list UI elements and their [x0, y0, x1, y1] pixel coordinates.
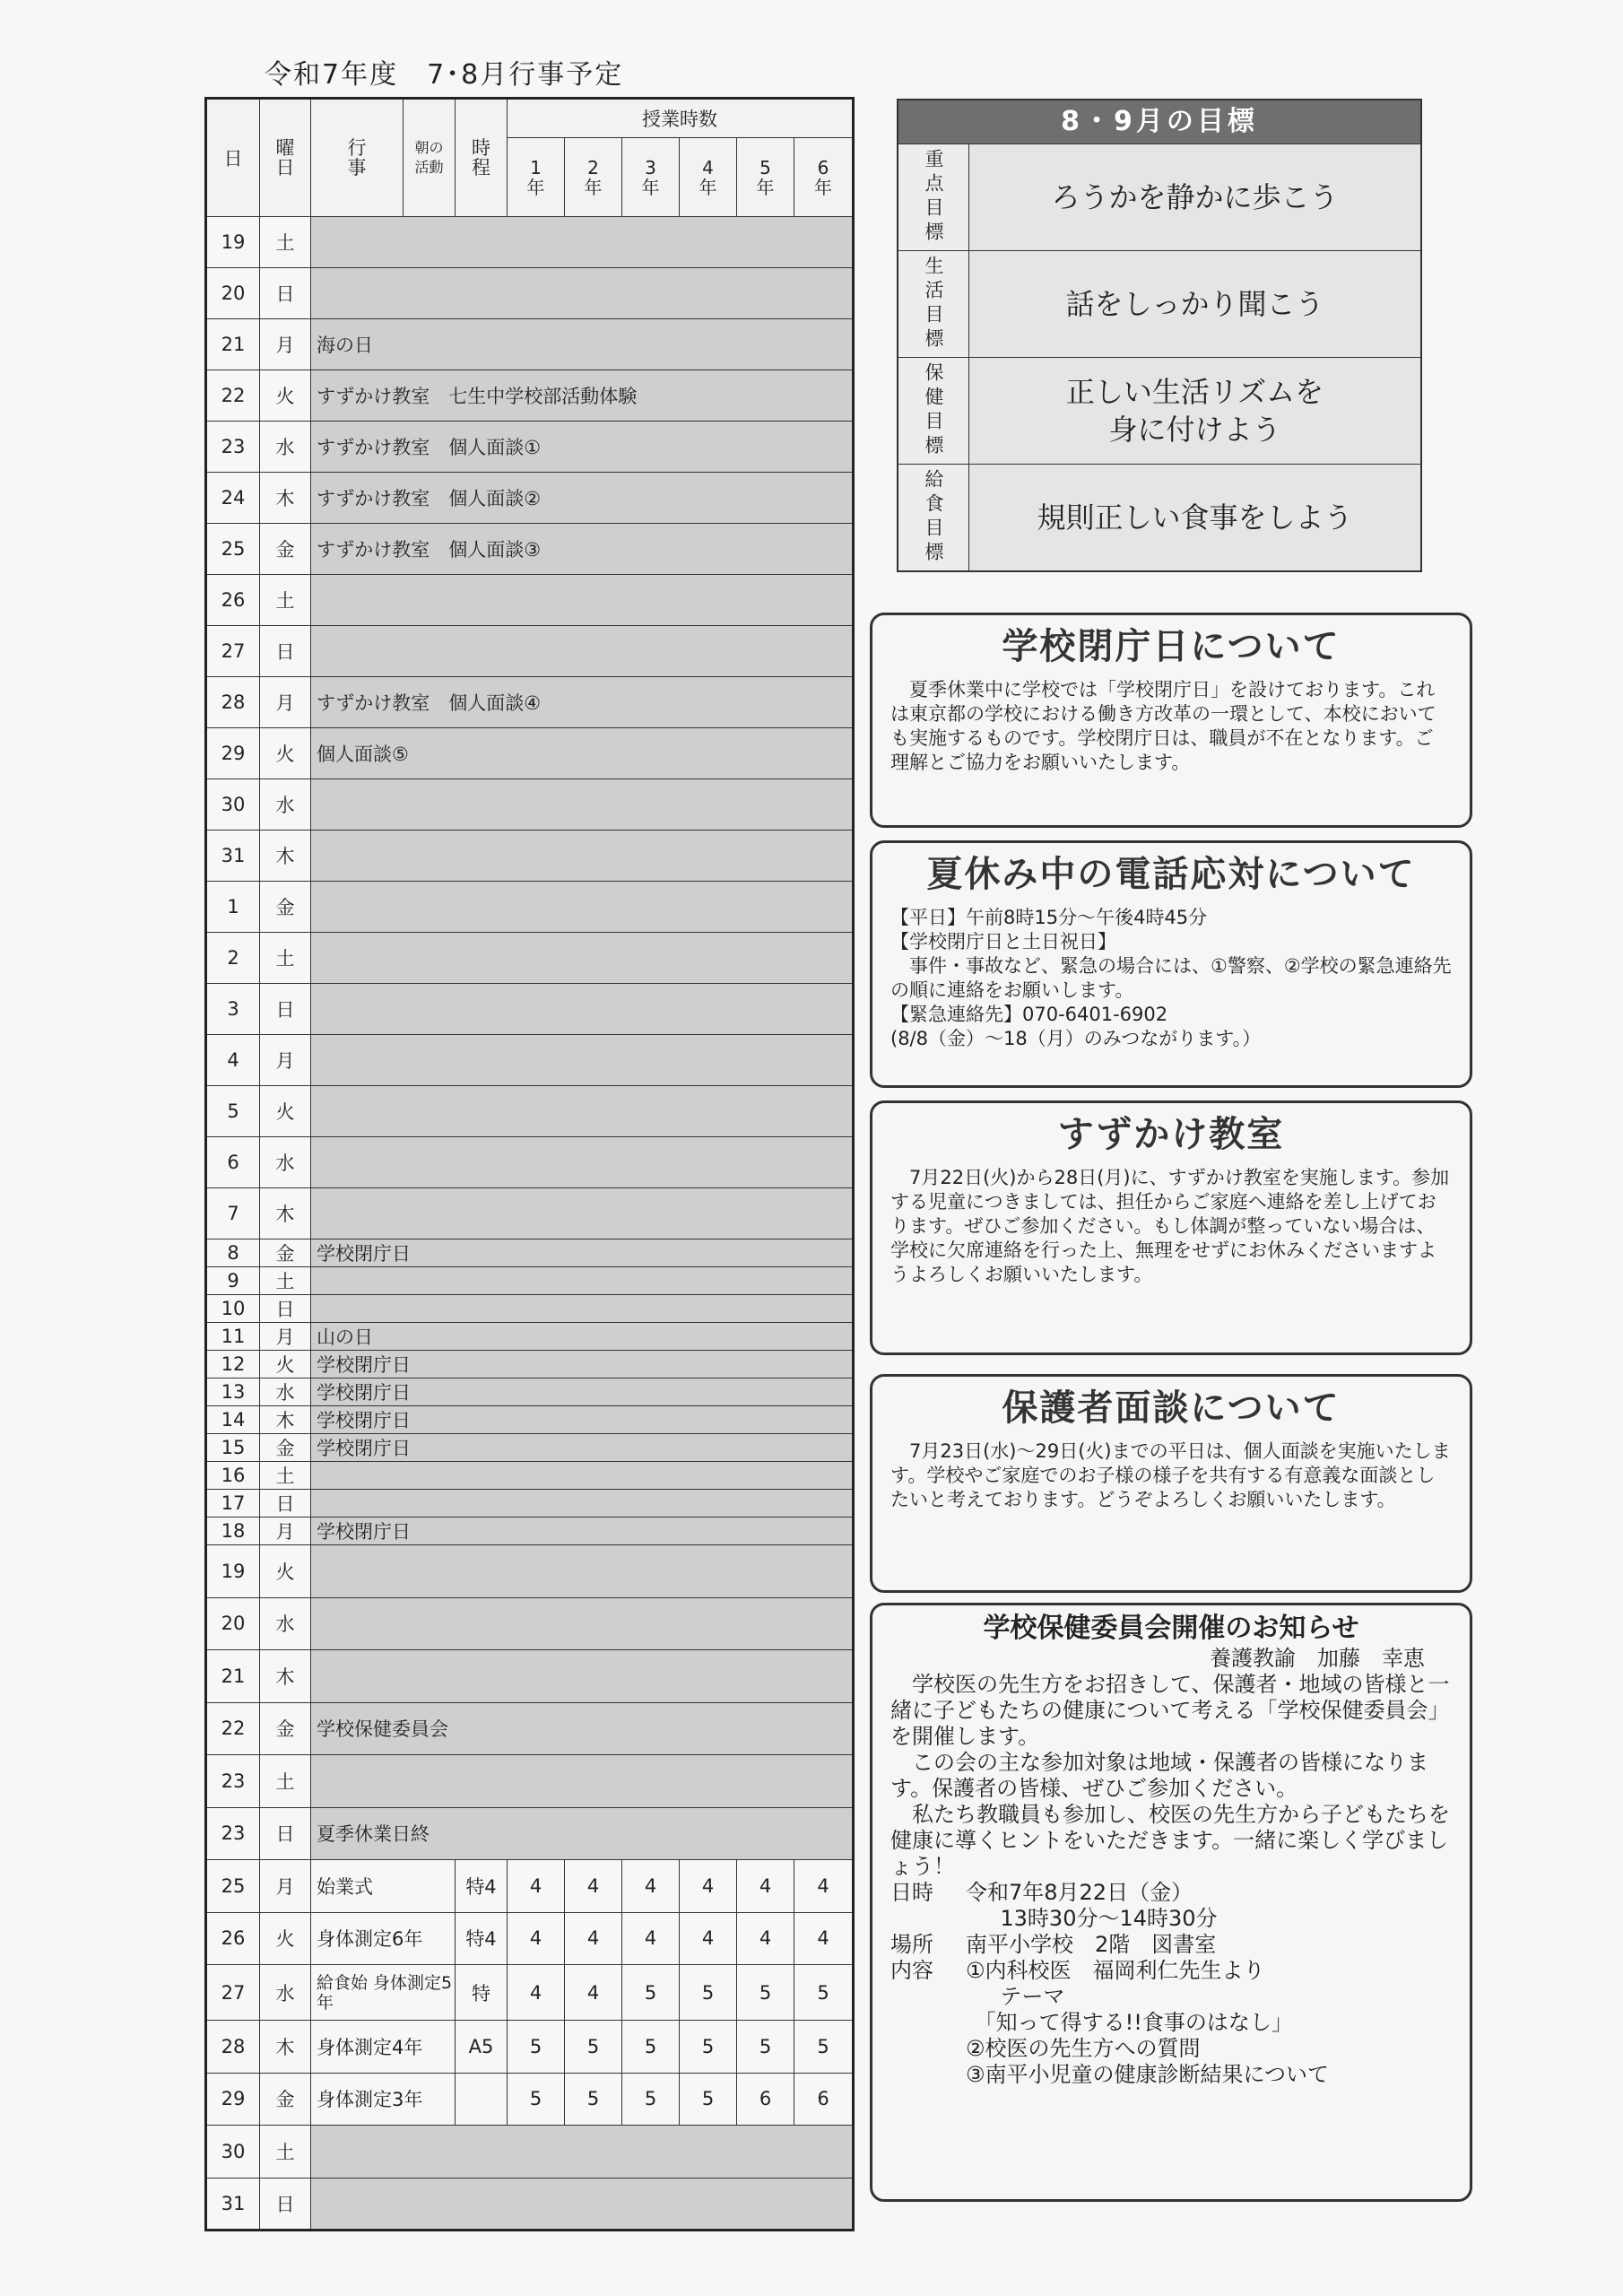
cell-day: 22 [206, 1702, 260, 1755]
cell-event [311, 1188, 854, 1239]
goal-label: 生活目標 [898, 251, 969, 357]
cell-day: 19 [206, 1545, 260, 1598]
health-date [890, 1880, 1452, 1932]
header-grade-text: 1年 [526, 156, 545, 198]
cell-event: 海の日 [311, 319, 854, 370]
health-content-item: ③南平小児童の健康診断結果について [966, 2062, 1330, 2087]
cell-event [311, 217, 854, 268]
cell-hours: 4 [565, 1912, 622, 1965]
cell-day: 5 [206, 1086, 260, 1137]
cell-day: 26 [206, 575, 260, 626]
cell-day: 24 [206, 473, 260, 524]
header-grade [508, 138, 565, 217]
cell-weekday: 日 [260, 1295, 311, 1323]
cell-day: 20 [206, 1597, 260, 1650]
cell-event: 身体測定6年 [311, 1912, 456, 1965]
table-row [206, 2126, 854, 2179]
health-content [890, 1958, 1452, 2088]
cell-hours: 5 [508, 2021, 565, 2074]
cell-weekday: 月 [260, 1323, 311, 1351]
phone-emergency-number: 【緊急連絡先】070-6401-6902 [890, 1004, 1168, 1025]
header-grade-text: 4年 [699, 156, 717, 198]
table-row [206, 1406, 854, 1434]
cell-hours: 4 [794, 1912, 854, 1965]
header-grade [680, 138, 737, 217]
cell-day: 25 [206, 1860, 260, 1913]
cell-day: 9 [206, 1267, 260, 1295]
cell-day: 18 [206, 1518, 260, 1545]
cell-weekday: 金 [260, 1702, 311, 1755]
cell-weekday: 水 [260, 1378, 311, 1406]
table-row [206, 1137, 854, 1188]
health-place [890, 1932, 1452, 1958]
interview-body: 7月23日(水)～29日(火)までの平日は、個人面談を実施いたします。学校やご家庭でのお子様の様子を共有する有意義な面談としたいと考えております。どうぞよろしくお願いいたします。 [890, 1440, 1451, 1510]
table-row [206, 422, 854, 473]
cell-weekday: 日 [260, 268, 311, 319]
table-row [206, 1295, 854, 1323]
cell-hours: 5 [737, 1965, 794, 2021]
goal-text: ろうかを静かに歩こう [969, 144, 1420, 250]
header-grade [737, 138, 794, 217]
cell-weekday: 土 [260, 2126, 311, 2179]
header-grade [565, 138, 622, 217]
cell-event [311, 626, 854, 677]
cell-event: 学校閉庁日 [311, 1518, 854, 1545]
schedule-table [204, 97, 855, 2231]
cell-hours: 5 [565, 2021, 622, 2074]
table-row [206, 728, 854, 779]
table-row [206, 933, 854, 984]
cell-day: 31 [206, 831, 260, 882]
health-title: 学校保健委員会開催のお知らせ [983, 1613, 1359, 1644]
cell-day: 6 [206, 1137, 260, 1188]
header-schedule-text: 時程 [472, 137, 490, 178]
cell-weekday: 水 [260, 1597, 311, 1650]
header-event [311, 99, 404, 217]
cell-hours: 4 [508, 1860, 565, 1913]
cell-hours: 4 [737, 1860, 794, 1913]
cell-hours: 5 [794, 2021, 854, 2074]
goal-label: 給食目標 [898, 465, 969, 570]
cell-day: 13 [206, 1378, 260, 1406]
table-row [206, 1755, 854, 1808]
cell-event: 個人面談⑤ [311, 728, 854, 779]
health-author: 養護教諭 加藤 幸恵 [1210, 1646, 1425, 1671]
closure-title: 学校閉庁日について [1002, 626, 1341, 667]
header-grade [622, 138, 680, 217]
cell-weekday: 木 [260, 1188, 311, 1239]
header-schedule [456, 99, 508, 217]
cell-day: 21 [206, 319, 260, 370]
cell-hours: 5 [737, 2021, 794, 2074]
table-row [206, 2021, 854, 2074]
cell-event [311, 1137, 854, 1188]
table-row [206, 1323, 854, 1351]
cell-day: 17 [206, 1490, 260, 1518]
cell-day: 23 [206, 1807, 260, 1860]
table-row [206, 1912, 854, 1965]
cell-event [311, 1086, 854, 1137]
cell-schedule: 特4 [456, 1912, 508, 1965]
cell-hours: 4 [508, 1965, 565, 2021]
cell-hours: 5 [680, 2021, 737, 2074]
cell-event [311, 882, 854, 933]
cell-schedule [456, 2073, 508, 2126]
cell-event [311, 1545, 854, 1598]
cell-weekday: 水 [260, 422, 311, 473]
cell-weekday: 土 [260, 575, 311, 626]
interview-notice [870, 1374, 1472, 1593]
cell-weekday: 日 [260, 1490, 311, 1518]
header-grade-text: 5年 [756, 156, 775, 198]
cell-day: 14 [206, 1406, 260, 1434]
header-weekday [260, 99, 311, 217]
header-grade-text: 3年 [641, 156, 660, 198]
table-row [206, 1807, 854, 1860]
health-date-value: 令和7年8月22日（金） [966, 1880, 1193, 1905]
page-title: 令和7年度 7･8月行事予定 [265, 59, 624, 91]
cell-day: 25 [206, 524, 260, 575]
cell-hours: 4 [737, 1912, 794, 1965]
cell-weekday: 土 [260, 933, 311, 984]
cell-event [311, 2126, 854, 2179]
health-committee-notice [870, 1603, 1472, 2202]
cell-weekday: 金 [260, 882, 311, 933]
cell-weekday: 日 [260, 2178, 311, 2231]
cell-hours: 6 [737, 2073, 794, 2126]
cell-weekday: 月 [260, 677, 311, 728]
cell-event: 学校閉庁日 [311, 1239, 854, 1267]
health-place-label: 場所 [890, 1932, 933, 1957]
health-content-item: ①内科校医 福岡利仁先生より [966, 1958, 1265, 1983]
table-row [206, 1518, 854, 1545]
table-row [206, 1267, 854, 1295]
header-morning [404, 99, 456, 217]
cell-weekday: 土 [260, 1755, 311, 1808]
goal-label: 保健目標 [898, 358, 969, 464]
cell-event [311, 984, 854, 1035]
cell-day: 21 [206, 1650, 260, 1703]
phone-holiday: 【学校閉庁日と土日祝日】 [890, 931, 1116, 952]
health-paragraph: 学校医の先生方をお招きして、保護者・地域の皆様と一緒に子どもたちの健康について考える「学校保健委員会」を開催します。 [890, 1672, 1450, 1749]
table-row [206, 217, 854, 268]
table-row [206, 831, 854, 882]
cell-day: 30 [206, 779, 260, 831]
health-content-label: 内容 [890, 1958, 933, 1983]
cell-day: 2 [206, 933, 260, 984]
goal-row-priority [898, 144, 1420, 250]
table-row [206, 370, 854, 422]
health-content-item: ②校医の先生方への質問 [966, 2036, 1201, 2061]
header-lessons: 授業時数 [508, 99, 854, 138]
cell-event: すずかけ教室 個人面談④ [311, 677, 854, 728]
cell-event: 学校閉庁日 [311, 1406, 854, 1434]
cell-day: 3 [206, 984, 260, 1035]
cell-day: 30 [206, 2126, 260, 2179]
cell-event: 学校閉庁日 [311, 1351, 854, 1378]
cell-weekday: 火 [260, 728, 311, 779]
cell-day: 11 [206, 1323, 260, 1351]
health-paragraph: 私たち教職員も参加し、校医の先生方から子どもたちを健康に導くヒントをいただきます。一緒に楽しく学びましょう！ [890, 1802, 1450, 1879]
cell-schedule: 特4 [456, 1860, 508, 1913]
suzukake-body: 7月22日(火)から28日(月)に、すずかけ教室を実施します。参加する児童につきましては、担任からご家庭へ連絡を差し上げております。ぜひご参加ください。もし体調が整っていない場合は、学校に欠席連絡を行った上、無理をせずにお休みくださいますようよろしくお願いいたします。 [890, 1167, 1450, 1285]
table-row [206, 575, 854, 626]
cell-day: 12 [206, 1351, 260, 1378]
phone-notice [870, 840, 1472, 1088]
header-morning-text: 朝の活動 [414, 139, 444, 176]
cell-hours: 5 [508, 2073, 565, 2126]
table-row [206, 1086, 854, 1137]
table-row [206, 1545, 854, 1598]
header-grade-text: 6年 [814, 156, 833, 198]
cell-weekday: 月 [260, 1035, 311, 1086]
table-row [206, 2073, 854, 2126]
table-row [206, 1860, 854, 1913]
table-row [206, 677, 854, 728]
header-weekday-text: 曜日 [275, 137, 295, 178]
cell-weekday: 日 [260, 984, 311, 1035]
cell-event: 学校閉庁日 [311, 1434, 854, 1462]
cell-hours: 5 [680, 2073, 737, 2126]
cell-event [311, 575, 854, 626]
header-day: 日 [206, 99, 260, 217]
cell-event: すずかけ教室 個人面談② [311, 473, 854, 524]
cell-event [311, 933, 854, 984]
health-date-label: 日時 [890, 1880, 933, 1905]
cell-weekday: 水 [260, 1137, 311, 1188]
cell-event [311, 268, 854, 319]
cell-weekday: 土 [260, 1267, 311, 1295]
table-row [206, 1351, 854, 1378]
cell-hours: 4 [622, 1860, 680, 1913]
table-row [206, 1702, 854, 1755]
health-theme-label: テーマ [1000, 1984, 1065, 2009]
cell-weekday: 火 [260, 370, 311, 422]
cell-event [311, 779, 854, 831]
cell-event [311, 2178, 854, 2231]
table-row [206, 882, 854, 933]
cell-day: 29 [206, 728, 260, 779]
health-place-value: 南平小学校 2階 図書室 [966, 1932, 1217, 1957]
table-row [206, 1239, 854, 1267]
cell-hours: 4 [680, 1912, 737, 1965]
cell-weekday: 火 [260, 1912, 311, 1965]
goal-label: 重点目標 [898, 144, 969, 250]
header-event-text: 行事 [347, 137, 367, 178]
table-row [206, 319, 854, 370]
cell-event [311, 831, 854, 882]
cell-day: 19 [206, 217, 260, 268]
closure-notice [870, 613, 1472, 828]
cell-hours: 5 [680, 1965, 737, 2021]
cell-event [311, 1597, 854, 1650]
cell-event: 夏季休業日終 [311, 1807, 854, 1860]
cell-day: 1 [206, 882, 260, 933]
cell-day: 26 [206, 1912, 260, 1965]
cell-event [311, 1490, 854, 1518]
cell-day: 28 [206, 677, 260, 728]
cell-event [311, 1295, 854, 1323]
table-row [206, 626, 854, 677]
cell-day: 31 [206, 2178, 260, 2231]
table-row [206, 1378, 854, 1406]
table-row [206, 984, 854, 1035]
cell-weekday: 金 [260, 2073, 311, 2126]
cell-weekday: 木 [260, 1406, 311, 1434]
table-row [206, 2178, 854, 2231]
cell-schedule: 特 [456, 1965, 508, 2021]
cell-hours: 4 [622, 1912, 680, 1965]
cell-hours: 4 [565, 1965, 622, 2021]
table-row [206, 524, 854, 575]
cell-weekday: 月 [260, 1860, 311, 1913]
cell-day: 15 [206, 1434, 260, 1462]
cell-day: 28 [206, 2021, 260, 2074]
interview-title: 保護者面談について [1002, 1387, 1341, 1429]
cell-weekday: 水 [260, 1965, 311, 2021]
phone-available-dates: (8/8（金）～18（月）のみつながります。） [890, 1028, 1262, 1049]
cell-event [311, 1267, 854, 1295]
header-grade [794, 138, 854, 217]
suzukake-title: すずかけ教室 [1057, 1114, 1285, 1155]
goal-row-lunch [898, 464, 1420, 570]
cell-hours: 5 [565, 2073, 622, 2126]
table-row [206, 1650, 854, 1703]
cell-day: 23 [206, 1755, 260, 1808]
cell-hours: 5 [622, 1965, 680, 2021]
cell-day: 7 [206, 1188, 260, 1239]
goal-text: 正しい生活リズムを 身に付けよう [969, 358, 1420, 464]
goal-row-health [898, 357, 1420, 464]
table-row [206, 1462, 854, 1490]
cell-weekday: 火 [260, 1351, 311, 1378]
cell-hours: 4 [680, 1860, 737, 1913]
cell-day: 29 [206, 2073, 260, 2126]
cell-weekday: 月 [260, 319, 311, 370]
goals-title: 8・9月の目標 [898, 100, 1420, 144]
cell-hours: 5 [622, 2073, 680, 2126]
goal-row-life [898, 250, 1420, 357]
cell-event [311, 1650, 854, 1703]
table-row [206, 473, 854, 524]
table-row [206, 1035, 854, 1086]
table-row [206, 779, 854, 831]
cell-event: 学校閉庁日 [311, 1378, 854, 1406]
cell-weekday: 土 [260, 217, 311, 268]
cell-weekday: 火 [260, 1086, 311, 1137]
table-row [206, 268, 854, 319]
cell-day: 4 [206, 1035, 260, 1086]
cell-weekday: 金 [260, 1434, 311, 1462]
cell-weekday: 土 [260, 1462, 311, 1490]
cell-day: 22 [206, 370, 260, 422]
cell-hours: 6 [794, 2073, 854, 2126]
cell-weekday: 金 [260, 524, 311, 575]
cell-hours: 5 [794, 1965, 854, 2021]
cell-weekday: 月 [260, 1518, 311, 1545]
cell-day: 20 [206, 268, 260, 319]
cell-weekday: 日 [260, 1807, 311, 1860]
cell-event: 学校保健委員会 [311, 1702, 854, 1755]
table-row [206, 1965, 854, 2021]
health-theme: 「知って得する!!食事のはなし」 [974, 2010, 1293, 2035]
header-grade-text: 2年 [584, 156, 603, 198]
cell-hours: 5 [622, 2021, 680, 2074]
cell-day: 16 [206, 1462, 260, 1490]
cell-event: すずかけ教室 個人面談③ [311, 524, 854, 575]
cell-weekday: 日 [260, 626, 311, 677]
closure-body: 夏季休業中に学校では「学校閉庁日」を設けております。これは東京都の学校における働き方改革の一環として、本校においても実施するものです。学校閉庁日は、職員が不在となります。ご理解とご協力をお願いいたします。 [890, 679, 1436, 773]
cell-event: 山の日 [311, 1323, 854, 1351]
goal-text: 規則正しい食事をしよう [969, 465, 1420, 570]
cell-day: 23 [206, 422, 260, 473]
cell-weekday: 木 [260, 1650, 311, 1703]
cell-day: 8 [206, 1239, 260, 1267]
health-time-value: 13時30分～14時30分 [1000, 1906, 1218, 1931]
table-row [206, 1188, 854, 1239]
cell-event: 始業式 [311, 1860, 456, 1913]
cell-event [311, 1462, 854, 1490]
phone-emergency-text: 事件・事故など、緊急の場合には、①警察、②学校の緊急連絡先の順に連絡をお願いします。 [890, 955, 1452, 1001]
table-row [206, 1597, 854, 1650]
cell-day: 27 [206, 1965, 260, 2021]
cell-schedule: A5 [456, 2021, 508, 2074]
cell-event: すずかけ教室 個人面談① [311, 422, 854, 473]
cell-day: 27 [206, 626, 260, 677]
cell-weekday: 木 [260, 2021, 311, 2074]
cell-event: すずかけ教室 七生中学校部活動体験 [311, 370, 854, 422]
cell-hours: 4 [794, 1860, 854, 1913]
table-row [206, 1490, 854, 1518]
phone-weekday: 【平日】午前8時15分～午後4時45分 [890, 907, 1208, 928]
cell-event: 身体測定4年 [311, 2021, 456, 2074]
cell-day: 10 [206, 1295, 260, 1323]
goal-text: 話をしっかり聞こう [969, 251, 1420, 357]
suzukake-notice [870, 1100, 1472, 1355]
cell-weekday: 水 [260, 779, 311, 831]
cell-weekday: 木 [260, 473, 311, 524]
cell-weekday: 火 [260, 1545, 311, 1598]
phone-title: 夏休み中の電話応対について [926, 854, 1416, 895]
cell-hours: 4 [508, 1912, 565, 1965]
cell-event [311, 1035, 854, 1086]
cell-event: 給食始 身体測定5年 [311, 1965, 456, 2021]
cell-hours: 4 [565, 1860, 622, 1913]
goals-table [897, 99, 1422, 572]
cell-event [311, 1755, 854, 1808]
cell-weekday: 金 [260, 1239, 311, 1267]
health-paragraph: この会の主な参加対象は地域・保護者の皆様になります。保護者の皆様、ぜひご参加ください。 [890, 1750, 1428, 1801]
cell-weekday: 木 [260, 831, 311, 882]
table-row [206, 1434, 854, 1462]
cell-event: 身体測定3年 [311, 2073, 456, 2126]
